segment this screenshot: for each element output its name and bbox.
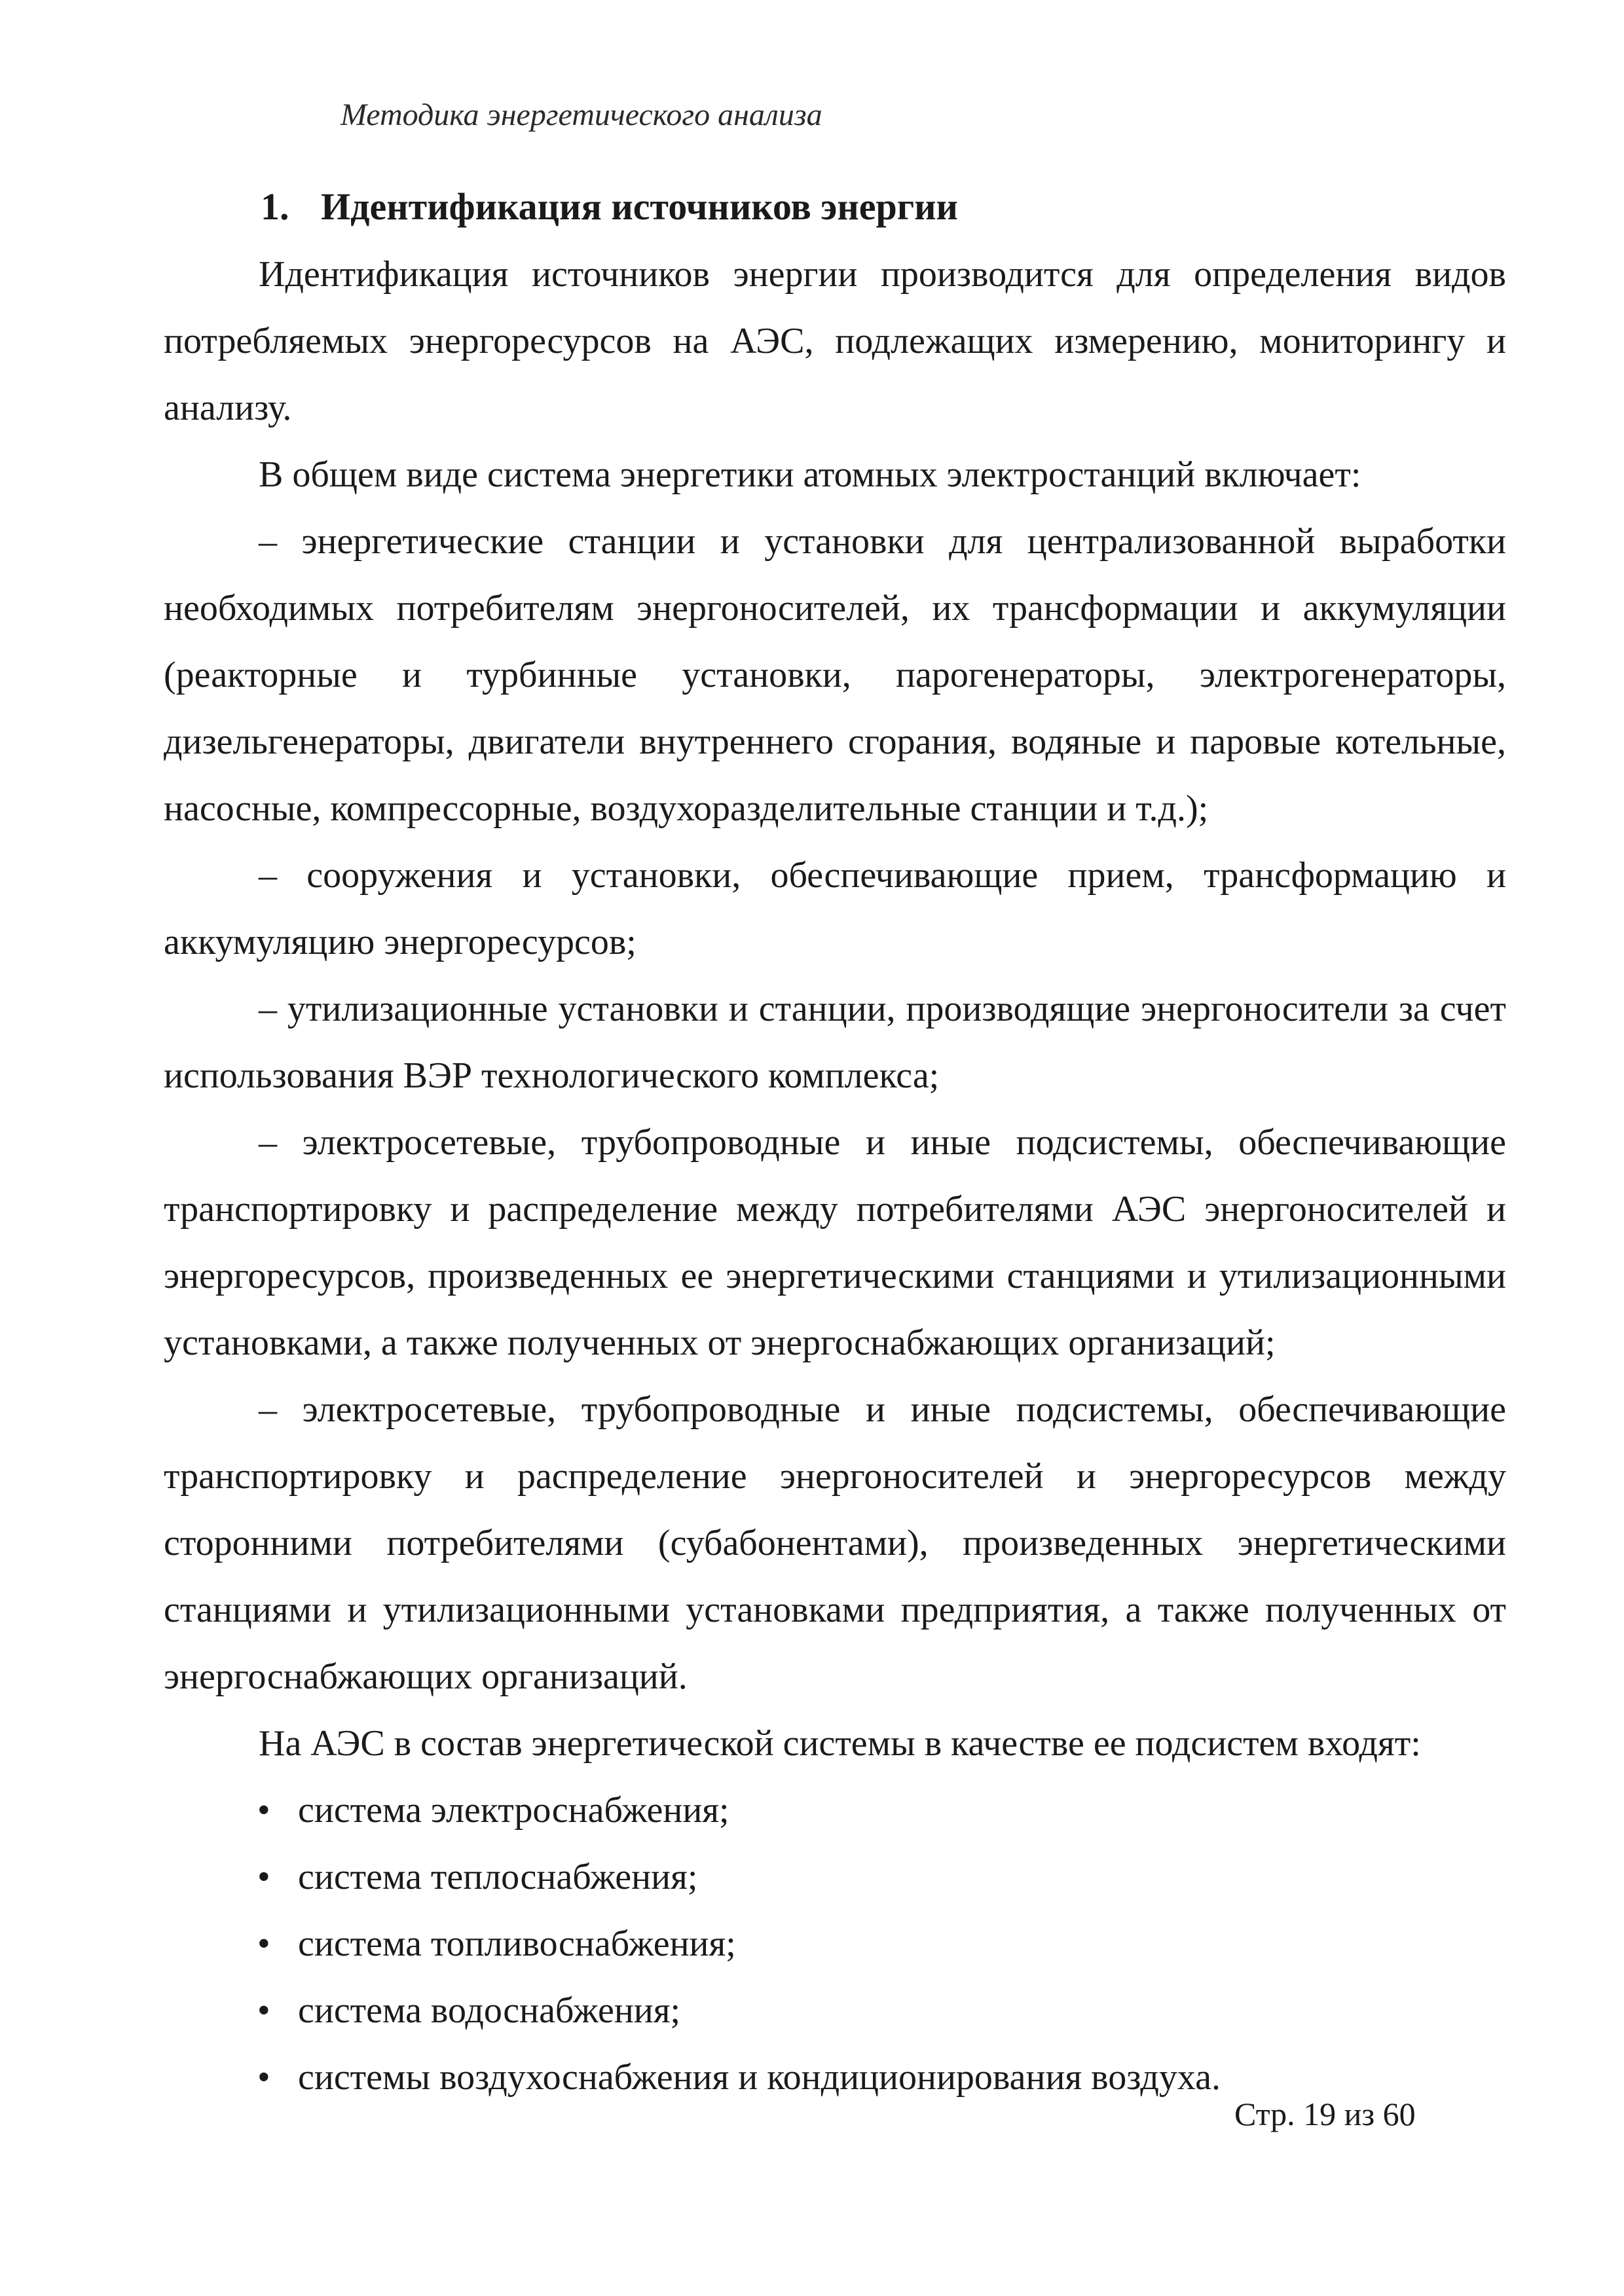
list-item — [164, 1910, 1506, 1977]
list-item — [164, 1844, 1506, 1910]
list-item-text: системы воздухоснабжения и кондиционирования воздуха. — [298, 2057, 1221, 2098]
paragraph-intro: Идентификация источников энергии производится для определения видов потребляемых энергоресурсов на АЭС, подлежащих измерению, мониторингу и анализу. — [164, 254, 1506, 428]
page-number: Стр. 19 из 60 — [1234, 2096, 1416, 2132]
subsystem-list — [164, 1777, 1506, 2111]
bullet-icon: • — [257, 2057, 270, 2098]
bullet-icon: • — [257, 1923, 270, 1964]
list-item — [164, 1777, 1506, 1844]
paragraph-external-networks: – электросетевые, трубопроводные и иные подсистемы, обеспечивающие транспортировку и распределение энергоносителей и энергоресурсов между сторонними потребителями (субабонентами), произведенных энергетическими станциями и утилизационными установками предприятия, а также полученных от энергоснабжающих организаций. — [164, 1389, 1506, 1697]
bullet-icon: • — [257, 1790, 270, 1831]
section-heading — [261, 185, 958, 228]
list-item-text: система топливоснабжения; — [298, 1923, 736, 1964]
paragraph-internal-networks: – электросетевые, трубопроводные и иные подсистемы, обеспечивающие транспортировку и распределение между потребителями АЭС энергоносителей и энергоресурсов, произведенных ее энергетическими станциями и утилизационными установками, а также полученных от энергоснабжающих организаций; — [164, 1122, 1506, 1363]
bullet-icon: • — [257, 1857, 270, 1897]
list-item-text: система водоснабжения; — [298, 1990, 681, 2031]
list-item-text: система теплоснабжения; — [298, 1857, 698, 1897]
section-title: Идентификация источников энергии — [321, 185, 958, 228]
bullet-icon: • — [257, 1990, 270, 2031]
paragraph-structures: – сооружения и установки, обеспечивающие прием, трансформацию и аккумуляцию энергоресурсов; — [164, 855, 1506, 962]
list-item — [164, 1977, 1506, 2044]
body-text — [164, 241, 1506, 2111]
paragraph-energy-stations: – энергетические станции и установки для централизованной выработки необходимых потребителям энергоносителей, их трансформации и аккумуляции (реакторные и турбинные установки, парогенераторы, электрогенераторы, дизельгенераторы, двигатели внутреннего сгорания, водяные и паровые котельные, насосные, компрессорные, воздухоразделительные станции и т.д.); — [164, 521, 1506, 829]
paragraph-subsystems-intro: На АЭС в состав энергетической системы в качестве ее подсистем входят: — [259, 1723, 1421, 1764]
running-header: Методика энергетического анализа — [341, 98, 822, 132]
paragraph-utilization: – утилизационные установки и станции, производящие энергоносители за счет использования ВЭР технологического комплекса; — [164, 989, 1506, 1096]
section-number: 1. — [261, 185, 289, 228]
paragraph-system-includes: В общем виде система энергетики атомных электростанций включает: — [259, 454, 1361, 495]
list-item-text: система электроснабжения; — [298, 1790, 729, 1831]
